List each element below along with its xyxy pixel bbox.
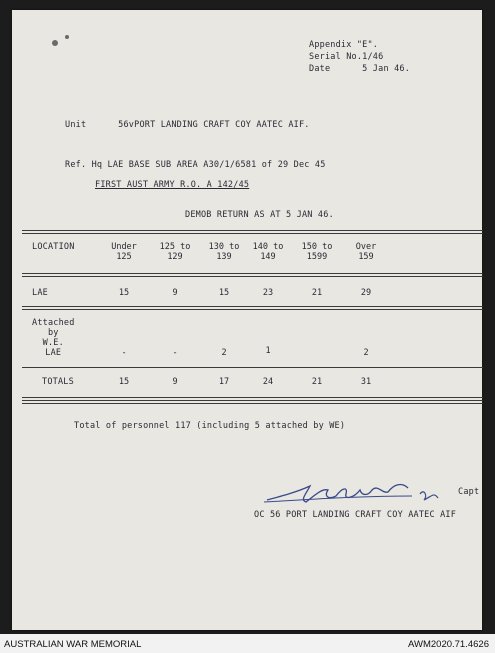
row-label: Attached by W.E. LAE: [32, 318, 75, 358]
column-header-location: LOCATION: [32, 242, 75, 252]
table-rule: [22, 403, 483, 404]
footer-catalogue-id: AWM2020.71.4626: [408, 639, 489, 650]
reference-line: Ref. Hq LAE BASE SUB AREA A30/1/6581 of 29 Dec 45: [65, 160, 326, 170]
table-cell: 21: [311, 288, 323, 298]
table-rule: [22, 397, 483, 398]
column-header: 140 to: [252, 242, 284, 252]
table-rule: [22, 309, 483, 310]
column-header: Over: [355, 242, 377, 252]
table-rule: [22, 273, 483, 274]
table-rule: [22, 230, 483, 231]
column-header: 130 to: [208, 242, 240, 252]
column-header: 125 to: [159, 242, 191, 252]
table-cell: 9: [172, 377, 178, 387]
column-header-sub: 159: [358, 252, 374, 262]
table-cell: -: [121, 348, 127, 358]
table-rule: [22, 233, 483, 234]
table-cell: 2: [221, 348, 227, 358]
unit-line: Unit 56vPORT LANDING CRAFT COY AATEC AIF.: [65, 120, 310, 130]
column-header-sub: 129: [167, 252, 183, 262]
return-title: DEMOB RETURN AS AT 5 JAN 46.: [185, 210, 334, 220]
table-cell: 29: [360, 288, 372, 298]
table-cell: 1: [265, 346, 271, 356]
table-cell: 23: [262, 288, 274, 298]
document-date: Date 5 Jan 46.: [309, 64, 411, 74]
document-page: [12, 10, 482, 630]
table-rule: [22, 306, 483, 307]
footer-source: AUSTRALIAN WAR MEMORIAL: [4, 639, 142, 650]
table-cell: 24: [262, 377, 274, 387]
table-cell: 15: [118, 288, 130, 298]
signatory-position: OC 56 PORT LANDING CRAFT COY AATEC AIF: [254, 510, 457, 520]
signatory-rank: Capt: [458, 487, 480, 497]
table-rule: [22, 367, 483, 368]
row-label: LAE: [32, 288, 48, 298]
column-header-sub: 139: [216, 252, 232, 262]
table-cell: 31: [360, 377, 372, 387]
table-cell: 21: [311, 377, 323, 387]
punch-hole-mark: [52, 40, 58, 46]
table-cell: 17: [218, 377, 230, 387]
appendix-label: Appendix "E".: [309, 40, 379, 50]
reference-line-2: FIRST AUST ARMY R.O. A 142/45: [95, 180, 250, 190]
punch-hole-mark: [65, 35, 69, 39]
table-cell: 15: [218, 288, 230, 298]
table-cell: -: [172, 348, 178, 358]
column-header: 150 to: [301, 242, 333, 252]
column-header: Under: [111, 242, 137, 252]
personnel-total: Total of personnel 117 (including 5 attached by WE): [74, 421, 346, 431]
column-header-sub: 1599: [306, 252, 328, 262]
serial-number: Serial No.1/46: [309, 52, 384, 62]
table-rule: [22, 400, 483, 401]
row-label: TOTALS: [42, 377, 74, 387]
column-header-sub: 125: [116, 252, 132, 262]
table-cell: 15: [118, 377, 130, 387]
column-header-sub: 149: [260, 252, 276, 262]
archive-footer: [0, 634, 495, 653]
signature-mark: [262, 466, 442, 511]
table-cell: 9: [172, 288, 178, 298]
table-rule: [22, 276, 483, 277]
table-cell: 2: [363, 348, 369, 358]
